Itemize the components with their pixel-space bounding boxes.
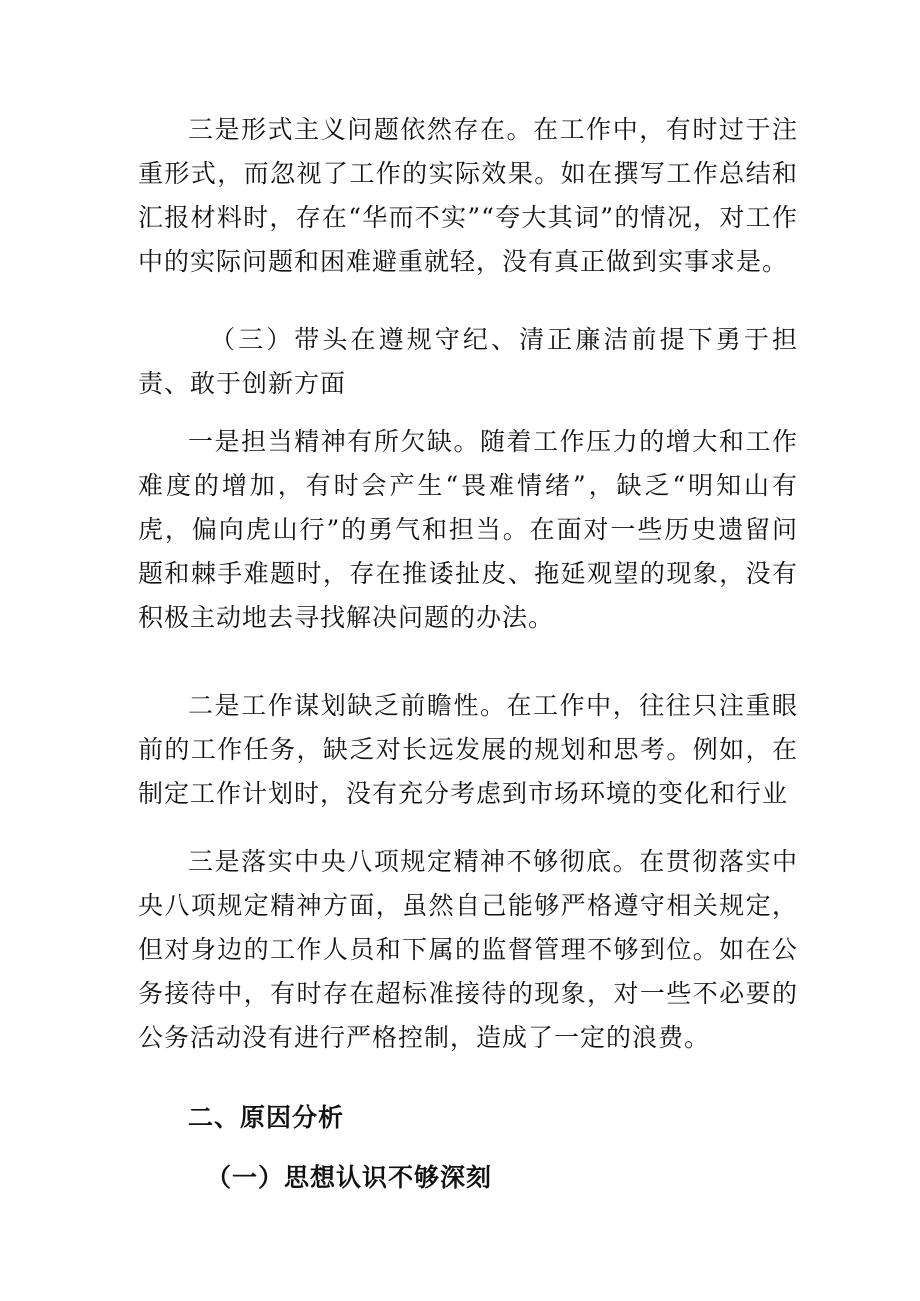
paragraph-responsibility: 一是担当精神有所欠缺。随着工作压力的增大和工作难度的增加，有时会产生“畏难情绪”，缺乏“明知山有虎，偏向虎山行”的勇气和担当。在面对一些历史遗留问题和棘手难题时，存在推诿扯皮、拖延观望的现象，没有积极主动地去寻找解决问题的办法。 (138, 427, 798, 632)
subsection-heading: （一）思想认识不够深刻 (206, 1163, 493, 1192)
paragraph-planning: 二是工作谋划缺乏前瞻性。在工作中，往往只注重眼前的工作任务，缺乏对长远发展的规划和思考。例如，在制定工作计划时，没有充分考虑到市场环境的变化和行业 (138, 691, 798, 808)
paragraph-eight-rules: 三是落实中央八项规定精神不够彻底。在贯彻落实中央八项规定精神方面，虽然自己能够严格遵守相关规定，但对身边的工作人员和下属的监督管理不够到位。如在公务接待中，有时存在超标准接待的现象，对一些不必要的公务活动没有进行严格控制，造成了一定的浪费。 (138, 847, 798, 1052)
paragraph-formalism: 三是形式主义问题依然存在。在工作中，有时过于注重形式，而忽视了工作的实际效果。如在撰写工作总结和汇报材料时，存在“华而不实”“夸大其词”的情况，对工作中的实际问题和困难避重就轻，没有真正做到实事求是。 (138, 115, 798, 276)
section-heading: 二、原因分析 (188, 1103, 345, 1132)
subsection-heading-three: （三）带头在遵规守纪、清正廉洁前提下勇于担责、敢于创新方面 (138, 325, 798, 398)
